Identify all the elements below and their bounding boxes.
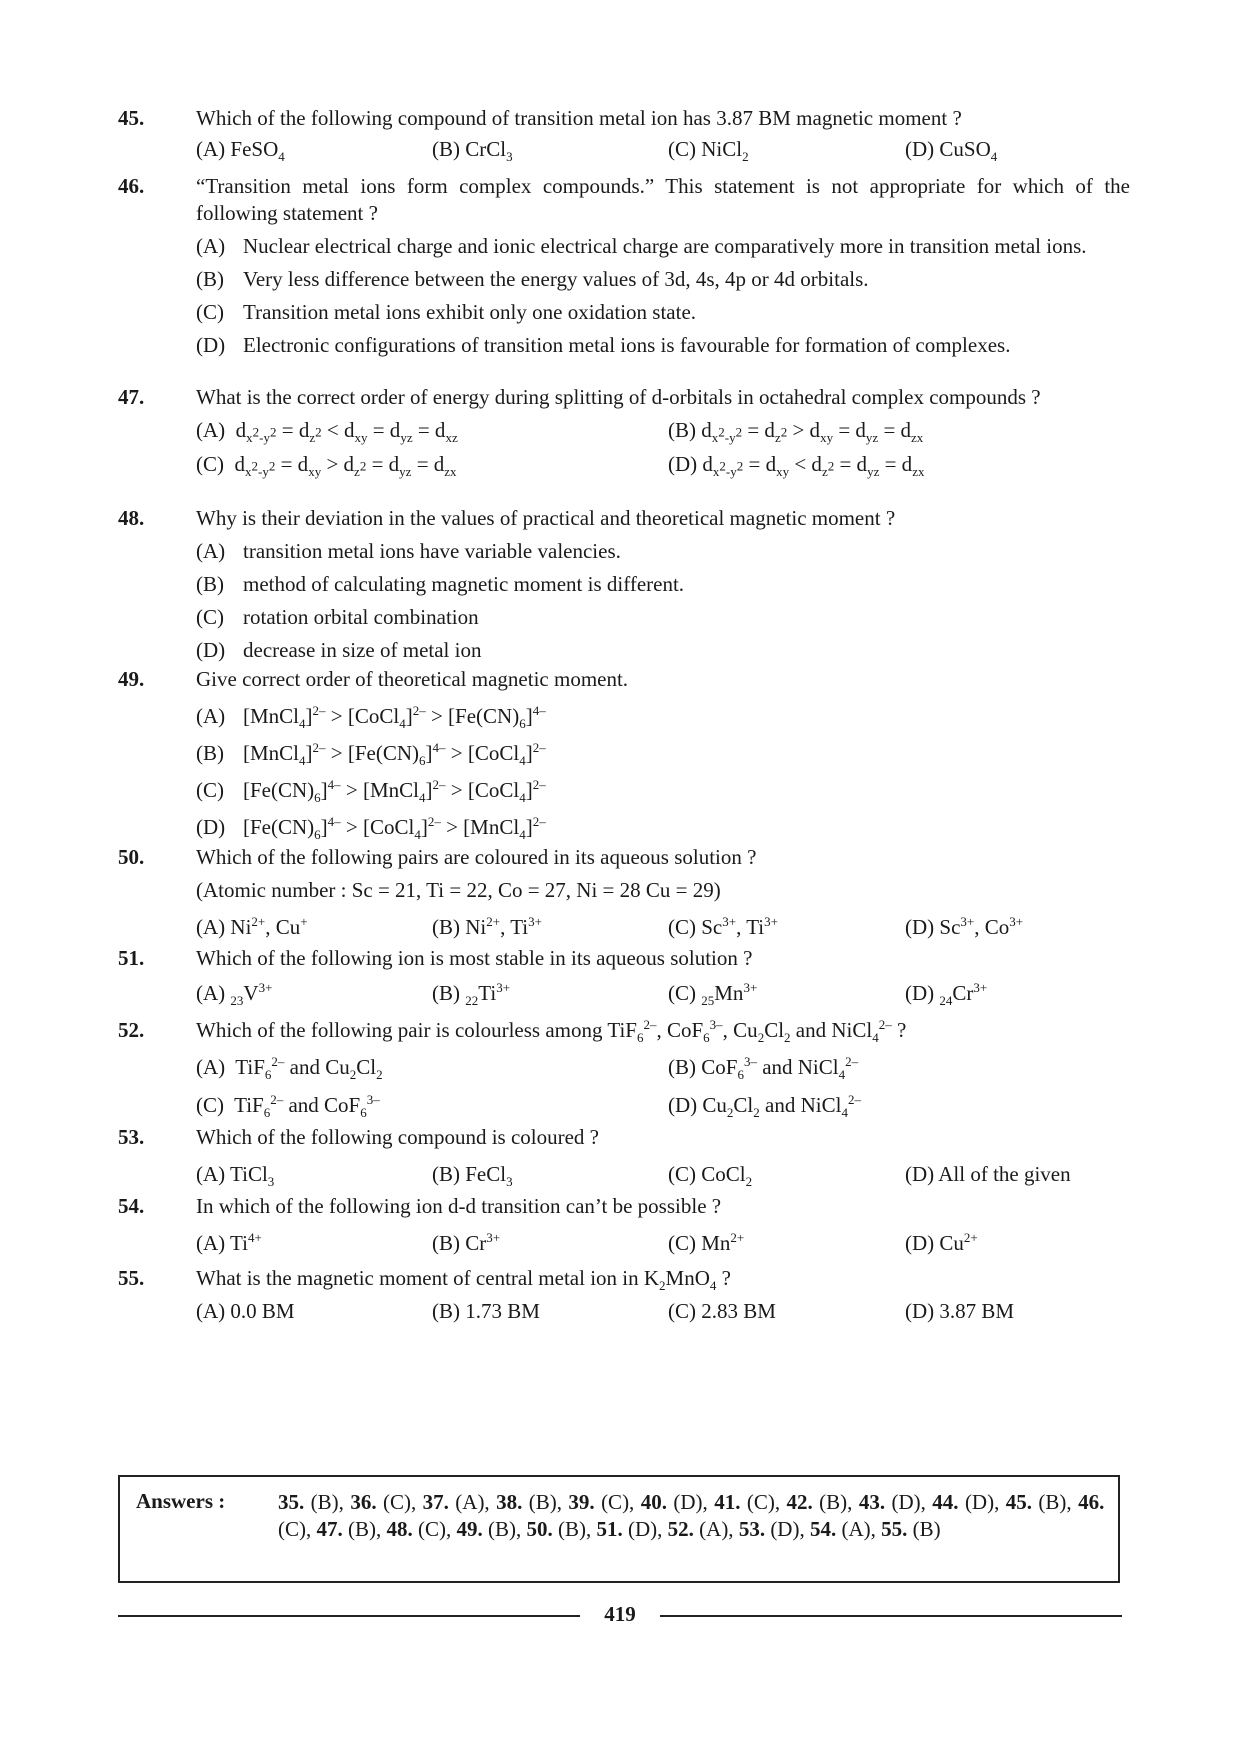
answer-item: 49. (B), (456, 1517, 522, 1541)
question-text: “Transition metal ions form complex compounds.” This statement is not appropriate for which of the following statement ? (196, 174, 1130, 225)
answer-item: 44. (D), (932, 1490, 1000, 1514)
option-b: (B) 1.73 BM (432, 1299, 540, 1323)
options (196, 136, 1130, 166)
option-d: (D) $d_{x^2-y^2} = d_{xy} < d_{z^2} = d_{yz} = d_{zx}$ (668, 452, 925, 480)
answer-item: 48. (C), (386, 1517, 452, 1541)
option-d: (D) $Cu_2Cl_2$ and NiCl$_4^{2-}$ (668, 1092, 861, 1121)
question-number: 45. (118, 106, 145, 130)
option-c: (C) Transition metal ions exhibit only one oxidation state. (196, 300, 697, 324)
answers-list (278, 1489, 1104, 1543)
footer-rule-left (118, 1615, 580, 1617)
option-d: (D) 3.87 BM (905, 1299, 1015, 1323)
option-a: (A) $Ti^{4+}$ (196, 1230, 262, 1255)
answer-item: 52. (A), (667, 1517, 734, 1541)
question-text: What is the correct order of energy during splitting of d-orbitals in octahedral complex compounds ? (196, 385, 1041, 409)
answer-item: 37. (A), (422, 1490, 490, 1514)
question-number: 51. (118, 946, 145, 970)
option-a: (A) TiF$_6^{2-}$ and $Cu_2Cl_2$ (196, 1054, 383, 1083)
options-row-1 (196, 1054, 1130, 1088)
question-53 (118, 1124, 1130, 1191)
answer-item: 53. (D), (738, 1517, 805, 1541)
answer-item: 38. (B), (496, 1490, 562, 1514)
option-b: (B) $d_{x^2-y^2} = d_{z^2} > d_{xy} = d_{yz} = d_{zx}$ (668, 418, 924, 446)
question-text: Which of the following compound of transition metal ion has 3.87 BM magnetic moment ? (196, 106, 962, 130)
option-b: (B) Very less difference between the energy values of 3d, 4s, 4p or 4d orbitals. (196, 267, 869, 291)
options-row-2 (196, 1092, 1130, 1126)
options (196, 980, 1130, 1010)
answer-item: 35. (B), (278, 1490, 344, 1514)
option-d: (D) All of the given (905, 1162, 1071, 1186)
question-text: In which of the following ion d-d transition can’t be possible ? (196, 1194, 722, 1218)
option-b: (B) FeCl$_3$ (432, 1162, 513, 1190)
page-number: 419 (604, 1602, 636, 1626)
option-b: (B) [MnCl$_4$]$^{2-}$ > $[Fe(CN)_6]^{4-}$ > [CoCl$_4$]$^{2-}$ (196, 740, 546, 769)
question-number: 53. (118, 1125, 145, 1149)
option-c: (C) $Sc^{3+}$, $Ti^{3+}$ (668, 914, 778, 939)
options (196, 1298, 1130, 1328)
option-a: (A) TiCl$_3$ (196, 1162, 275, 1190)
answer-item: 40. (D), (640, 1490, 708, 1514)
option-a: (A) $Ni^{2+}$, Cu+ (196, 914, 308, 939)
answer-item: 54. (A), (809, 1517, 876, 1541)
question-number: 50. (118, 845, 145, 869)
option-a: (A) 0.0 BM (196, 1299, 295, 1323)
options-row-2 (196, 451, 1130, 485)
option-b: (B) $Cr^{3+}$ (432, 1230, 501, 1255)
answer-item: 42. (B), (786, 1490, 853, 1514)
question-text: What is the magnetic moment of central metal ion in $K_2MnO_4$ ? (196, 1266, 731, 1294)
option-c: (C) $Mn^{2+}$ (668, 1230, 745, 1255)
option-c: (C) NiCl$_2$ (668, 137, 749, 165)
question-number: 55. (118, 1266, 145, 1290)
option-d: (D) Electronic configurations of transition metal ions is favourable for formation of complexes. (196, 333, 1011, 357)
question-54 (118, 1193, 1130, 1260)
option-c: (C) $d_{x^2-y^2} = d_{xy} > d_{z^2} = d_{yz} = d_{zx}$ (196, 452, 457, 480)
question-52 (118, 1017, 1130, 1126)
question-note: (Atomic number : Sc = 21, Ti = 22, Co = 27, Ni = 28 Cu = 29) (196, 878, 721, 902)
answers-box (118, 1475, 1120, 1583)
question-text: Which of the following ion is most stable in its aqueous solution ? (196, 946, 753, 970)
question-text: Which of the following compound is coloured ? (196, 1125, 599, 1149)
answer-item: 50. (B), (526, 1517, 592, 1541)
question-number: 52. (118, 1018, 145, 1042)
option-d: (D) CuSO$_4$ (905, 137, 998, 165)
answer-item: 45. (B), (1005, 1490, 1072, 1514)
option-b: (B) CrCl$_3$ (432, 137, 513, 165)
question-text: Why is their deviation in the values of practical and theoretical magnetic moment ? (196, 506, 896, 530)
question-text: Which of the following pairs are coloured in its aqueous solution ? (196, 845, 757, 869)
question-55 (118, 1265, 1130, 1328)
option-d: (D) $[Fe(CN)_6]^{4-}$ > [CoCl$_4$]$^{2-}$ > [MnCl$_4$]$^{2-}$ (196, 814, 546, 843)
question-number: 46. (118, 174, 145, 198)
option-a: (A) Nuclear electrical charge and ionic electrical charge are comparatively more in transition metal ions. (196, 234, 1087, 258)
option-d: (D) $_{24}Cr^{3+}$ (905, 980, 988, 1009)
footer-rule-right (660, 1615, 1122, 1617)
option-b: (B) $_{22}Ti^{3+}$ (432, 980, 511, 1009)
answer-item: 43. (D), (858, 1490, 926, 1514)
answer-item: 55. (B) (881, 1517, 941, 1541)
option-c: (C) rotation orbital combination (196, 605, 479, 629)
option-d: (D) decrease in size of metal ion (196, 638, 482, 662)
option-c: (C) TiF$_6^{2-}$ and CoF$_6^{3-}$ (196, 1092, 380, 1121)
question-text: Which of the following pair is colourless among TiF$_6^{2-}$, CoF$_6^{3-}$, $Cu_2Cl_2$ and NiCl$_4^{2-}$ ? (196, 1017, 907, 1046)
question-number: 49. (118, 667, 145, 691)
option-a: (A) [MnCl$_4$]$^{2-}$ > [CoCl$_4$]$^{2-}$ > $[Fe(CN)_6]^{4-}$ (196, 703, 546, 732)
answer-item: 47. (B), (316, 1517, 382, 1541)
question-number: 54. (118, 1194, 145, 1218)
question-48 (118, 505, 1130, 664)
answer-item: 51. (D), (596, 1517, 663, 1541)
options (196, 1230, 1130, 1260)
options (196, 1161, 1130, 1191)
option-a: (A) FeSO$_4$ (196, 137, 285, 165)
question-49 (118, 666, 1130, 841)
question-45 (118, 105, 1130, 166)
option-c: (C) $_{25}Mn^{3+}$ (668, 980, 758, 1009)
question-number: 47. (118, 385, 145, 409)
question-47 (118, 384, 1130, 485)
question-51 (118, 945, 1130, 1010)
option-d: (D) $Sc^{3+}$, $Co^{3+}$ (905, 914, 1024, 939)
question-number: 48. (118, 506, 145, 530)
page-footer (118, 1600, 1122, 1630)
option-a: (A) $_{23}V^{3+}$ (196, 980, 273, 1009)
option-c: (C) CoCl$_2$ (668, 1162, 753, 1190)
answers-label: Answers : (136, 1489, 226, 1513)
option-b: (B) CoF$_6^{3-}$ and NiCl$_4^{2-}$ (668, 1054, 859, 1083)
option-b: (B) $Ni^{2+}$, $Ti^{3+}$ (432, 914, 542, 939)
answer-item: 36. (C), (350, 1490, 417, 1514)
option-a: (A) transition metal ions have variable valencies. (196, 539, 621, 563)
question-46 (118, 173, 1130, 359)
options-row-1 (196, 417, 1130, 451)
question-50 (118, 844, 1130, 944)
option-b: (B) method of calculating magnetic moment is different. (196, 572, 685, 596)
option-c: (C) $[Fe(CN)_6]^{4-}$ > [MnCl$_4$]$^{2-}$ > [CoCl$_4$]$^{2-}$ (196, 777, 546, 806)
answer-item: 46. (C), (278, 1490, 1105, 1541)
options (196, 914, 1130, 944)
answer-item: 41. (C), (714, 1490, 781, 1514)
option-a: (A) $d_{x^2-y^2} = d_{z^2} < d_{xy} = d_{yz} = d_{xz}$ (196, 418, 458, 446)
question-text: Give correct order of theoretical magnetic moment. (196, 667, 629, 691)
option-c: (C) 2.83 BM (668, 1299, 776, 1323)
answer-item: 39. (C), (568, 1490, 635, 1514)
option-d: (D) $Cu^{2+}$ (905, 1230, 978, 1255)
